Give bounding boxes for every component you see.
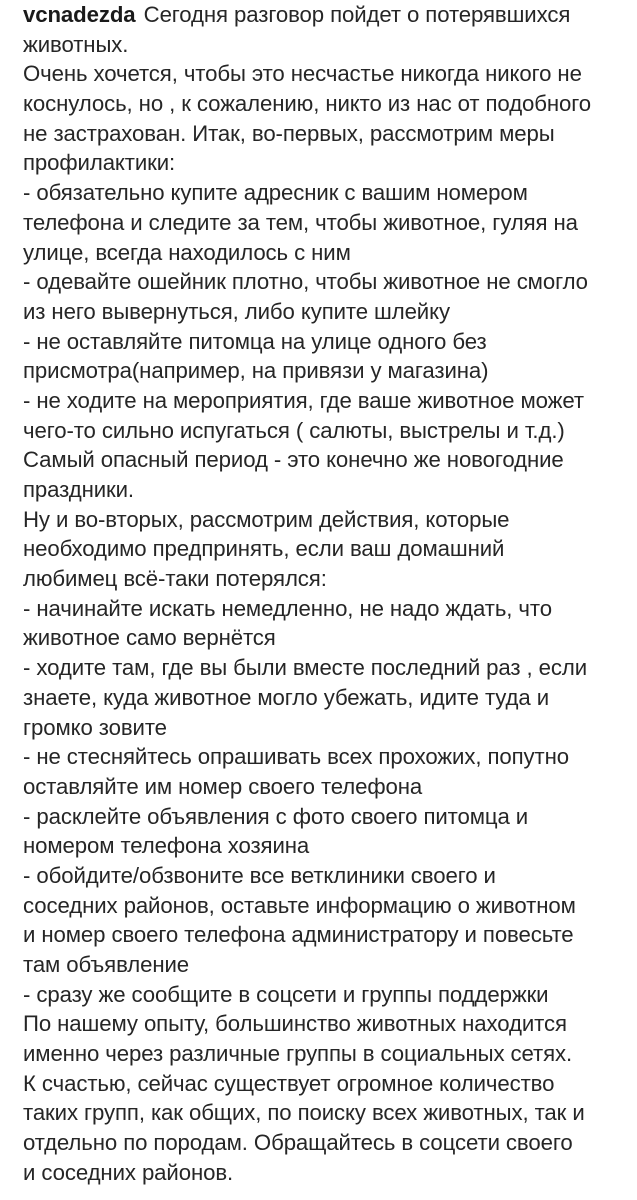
caption-line: По нашему опыту, большинство животных находится bbox=[23, 1011, 567, 1037]
caption-line: - одевайте ошейник плотно, чтобы животное не смогло bbox=[23, 269, 588, 295]
post-caption bbox=[23, 0, 623, 1188]
caption-line: животное само вернётся bbox=[23, 625, 276, 651]
caption-text: Сегодня разговор пойдет о потерявшихся bbox=[143, 2, 571, 27]
caption-line: там объявление bbox=[23, 952, 190, 977]
caption-line: - обязательно купите адресник с вашим номером bbox=[23, 180, 528, 206]
caption-line: чего-то сильно испугаться ( салюты, выстрелы и т.д.) bbox=[23, 417, 565, 443]
caption-line: - обойдите/обзвоните все ветклиники своего и bbox=[23, 862, 496, 888]
caption-line: - не оставляйте питомца на улице одного без bbox=[23, 328, 487, 354]
caption-line: громко зовите bbox=[23, 714, 167, 740]
caption-line: необходимо предпринять, если ваш домашний bbox=[23, 536, 505, 562]
caption-line: - не стесняйтесь опрашивать всех прохожих, попутно bbox=[23, 744, 569, 770]
caption-line: Самый опасный период - это конечно же новогодние bbox=[23, 447, 564, 473]
caption-line: - расклейте объявления с фото своего питомца и bbox=[23, 803, 529, 829]
caption-line: животных. bbox=[23, 31, 129, 57]
caption-line: знаете, куда животное могло убежать, идите туда и bbox=[23, 684, 549, 710]
caption-line: любимец всё-таки потерялся: bbox=[23, 566, 327, 592]
caption-line: Очень хочется, чтобы это несчастье никогда никого не bbox=[23, 61, 582, 87]
caption-line: и номер своего телефона администратору и повесьте bbox=[23, 922, 574, 948]
post-username[interactable]: vcnadezda bbox=[23, 2, 136, 27]
caption-line: - сразу же сообщите в соцсети и группы поддержки bbox=[23, 981, 549, 1007]
caption-line: не застрахован. Итак, во-первых, рассмотрим меры bbox=[23, 120, 555, 146]
caption-line: из него вывернуться, либо купите шлейку bbox=[23, 298, 450, 324]
caption-line: профилактики: bbox=[23, 150, 176, 176]
caption-line: оставляйте им номер своего телефона bbox=[23, 773, 423, 799]
caption-line: и соседних районов. bbox=[23, 1159, 234, 1185]
caption-line: телефона и следите за тем, чтобы животное, гуляя на bbox=[23, 209, 578, 235]
caption-line: именно через различные группы в социальных сетях. bbox=[23, 1041, 573, 1067]
caption-line: праздники. bbox=[23, 477, 134, 502]
caption-line: К счастью, сейчас существует огромное количество bbox=[23, 1070, 555, 1096]
caption-line: - начинайте искать немедленно, не надо ждать, что bbox=[23, 595, 552, 621]
caption-line: Ну и во-вторых, рассмотрим действия, которые bbox=[23, 506, 510, 532]
caption-first-line bbox=[23, 0, 623, 30]
caption-line: номером телефона хозяина bbox=[23, 833, 310, 859]
caption-line: таких групп, как общих, по поиску всех животных, так и bbox=[23, 1100, 585, 1126]
caption-line: улице, всегда находилось с ним bbox=[23, 239, 351, 265]
caption-line: коснулось, но , к сожалению, никто из нас от подобного bbox=[23, 91, 592, 117]
caption-line: - ходите там, где вы были вместе последний раз , если bbox=[23, 655, 588, 681]
caption-line: соседних районов, оставьте информацию о животном bbox=[23, 892, 576, 918]
caption-line: - не ходите на мероприятия, где ваше животное может bbox=[23, 387, 584, 413]
caption-line: отдельно по породам. Обращайтесь в соцсети своего bbox=[23, 1130, 573, 1156]
caption-line: присмотра(например, на привязи у магазина) bbox=[23, 358, 489, 384]
